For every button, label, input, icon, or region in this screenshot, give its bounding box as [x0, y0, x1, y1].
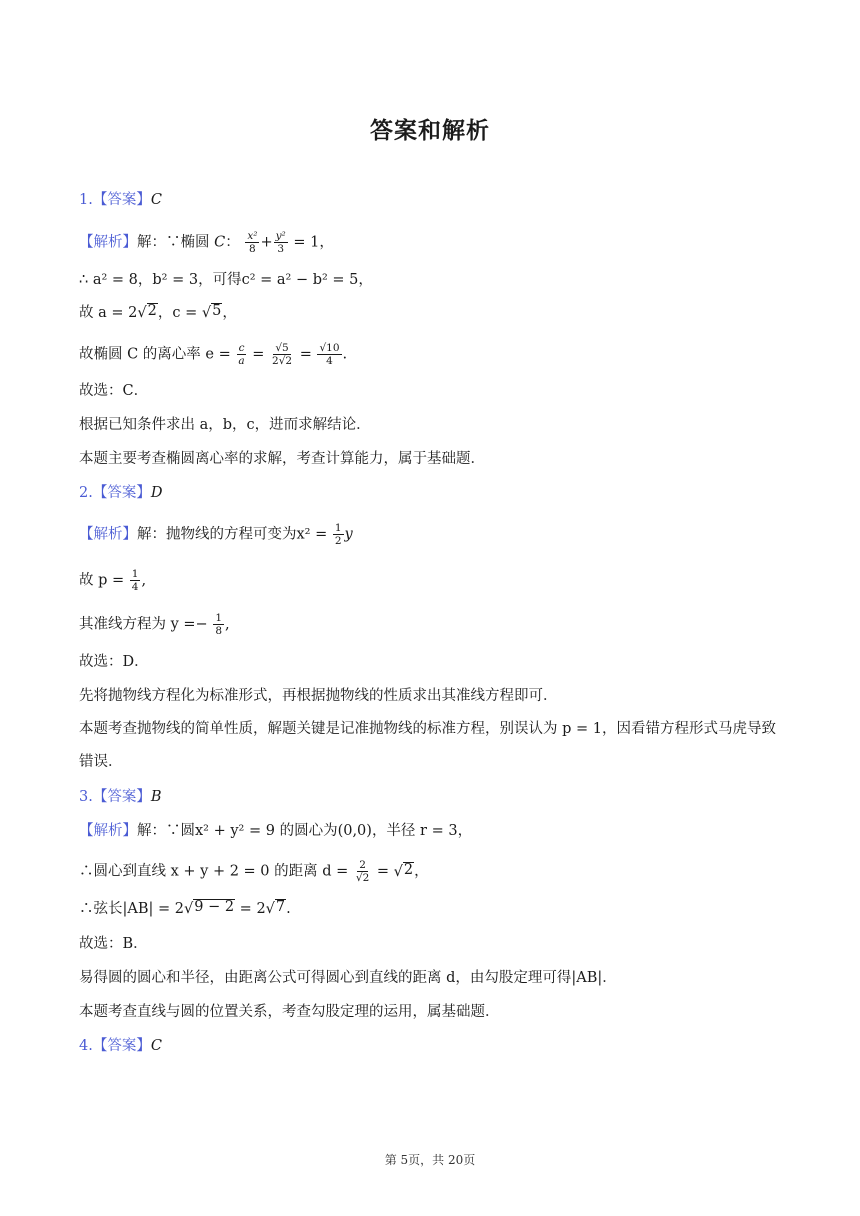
- q1-l4-f2-num: √5: [275, 342, 289, 354]
- q2-analysis-tag: 【解析】: [79, 526, 137, 543]
- q4-number: 4.: [79, 1038, 93, 1054]
- q4-answer-tag: 【答案】: [92, 1038, 151, 1054]
- q2-l3-suffix: ,: [225, 616, 230, 633]
- q2-analysis-line-6: 本题考查抛物线的简单性质，解题关键是记准抛物线的标准方程，别误认为 p = 1，因看错方程形式马虎导致错误．: [79, 721, 776, 770]
- q3-l1: 解：∵圆x² + y² = 9 的圆心为(0,0)，半径 r = 3，: [137, 823, 473, 839]
- q1-analysis-tag: 【解析】: [79, 234, 137, 251]
- q2-l2-f-num: 1: [131, 568, 139, 580]
- q1-l3-end: ，: [222, 305, 237, 321]
- q2-analysis-line-4: 故选：D．: [79, 654, 149, 670]
- q1-l3-sqrt-2: √ 5: [201, 303, 222, 321]
- q2-l1-f-den: 2: [334, 535, 342, 547]
- q2-l3-f-num: 1: [215, 612, 223, 624]
- q1-l1-frac1: [245, 230, 259, 255]
- q1-analysis-line-7: 本题主要考查椭圆离心率的求解，考查计算能力，属于基础题．: [79, 451, 485, 467]
- q1-l4-eq2: =: [299, 346, 312, 363]
- q3-number: 3.: [79, 789, 93, 805]
- q2-analysis-line-5: 先将抛物线方程化为标准形式，再根据抛物线的性质求出其准线方程即可．: [79, 688, 558, 704]
- q1-l4-f1-den: a: [238, 355, 245, 367]
- q1-l4-frac2: [270, 342, 294, 367]
- q2-answer-tag: 【答案】: [92, 485, 151, 501]
- q1-l4-f3-den: 4: [326, 355, 333, 367]
- q3-l3-mid: = 2: [235, 901, 266, 917]
- q3-analysis-tag: 【解析】: [79, 823, 137, 839]
- q3-l2-f-num: 2: [359, 859, 366, 871]
- q3-answer-tag: 【答案】: [92, 789, 151, 805]
- q2-l3-f-den: 8: [215, 625, 223, 637]
- q3-analysis-line-5: 易得圆的圆心和半径，由距离公式可得圆心到直线的距离 d，由勾股定理可得|AB|．: [79, 970, 617, 986]
- q3-l2-eq: =: [376, 863, 390, 880]
- q1-analysis-line-2: ∴ a² = 8，b² = 3，可得c² = a² − b² = 5，: [79, 272, 373, 288]
- q1-answer: C: [150, 192, 162, 208]
- q2-l1-prefix: 解：抛物线的方程可变为x² =: [137, 526, 328, 543]
- q1-analysis-line-4: [79, 342, 347, 367]
- q3-l3-rad1: 9 − 2: [194, 899, 235, 915]
- q2-l1-frac: [333, 522, 344, 547]
- q2-analysis-line-3: [79, 612, 230, 637]
- q1-l1-frac2-num: y²: [275, 230, 286, 242]
- q3-l2-rad: 2: [403, 861, 414, 878]
- q1-l3-mid: ，c =: [157, 305, 202, 321]
- q2-l1-f-num: 1: [334, 522, 342, 534]
- q3-l2-prefix: ∴圆心到直线 x + y + 2 = 0 的距离 d =: [79, 863, 349, 880]
- q3-l3-sqrt-1: √ 9 − 2: [184, 899, 235, 917]
- q3-analysis-line-3: [79, 899, 291, 919]
- q3-analysis-line-6: 本题考查直线与圆的位置关系，考查勾股定理的运用，属基础题．: [79, 1004, 500, 1020]
- q1-l3-rad1: 2: [147, 303, 157, 319]
- q1-l3-prefix: 故 a = 2: [79, 305, 138, 321]
- q1-answer-tag: 【答案】: [92, 192, 151, 208]
- q2-answer: D: [150, 485, 163, 501]
- q2-l2-frac: [130, 568, 141, 593]
- q1-l1-plus: +: [260, 234, 273, 251]
- page-title: 答案和解析: [370, 118, 490, 144]
- q4-answer-line: [79, 1036, 162, 1056]
- q3-analysis-line-4: 故选：B．: [79, 936, 148, 952]
- q2-number: 2.: [79, 485, 93, 501]
- q3-answer: B: [150, 789, 162, 805]
- q4-answer: C: [150, 1038, 162, 1054]
- q1-l1-frac2-den: 3: [277, 243, 285, 255]
- q1-analysis-line-5: 故选：C．: [79, 383, 149, 399]
- q1-l1-frac1-num: x²: [247, 230, 258, 242]
- q1-l4-frac3: [317, 342, 341, 367]
- q1-l1-frac1-den: 8: [249, 243, 256, 255]
- q2-analysis-line-2: [79, 568, 146, 593]
- q1-answer-line: [79, 190, 162, 210]
- q3-analysis-line-1: [79, 821, 472, 841]
- q3-l3-rad2: 7: [275, 899, 286, 915]
- q2-answer-line: [79, 483, 162, 503]
- q1-analysis-line-1: [79, 230, 334, 255]
- q1-l1-prefix: 解：∵椭圆: [137, 234, 210, 251]
- q2-l2-f-den: 4: [131, 581, 139, 593]
- q3-l3-sqrt-2: √ 7: [265, 899, 286, 917]
- q3-l2-end: ，: [414, 863, 429, 880]
- q3-l3-prefix: ∴弦长|AB| = 2: [79, 901, 184, 917]
- q1-number: 1.: [79, 192, 93, 208]
- q3-l3-end: .: [286, 901, 291, 917]
- q2-analysis-line-1: [79, 522, 353, 547]
- q2-l2-prefix: 故 p =: [79, 572, 125, 589]
- q1-l4-prefix: 故椭圆 C 的离心率 e =: [79, 346, 231, 363]
- q1-analysis-line-3: [79, 303, 237, 323]
- q1-l1-name: C: [214, 234, 226, 251]
- q2-l3-frac: [213, 612, 224, 637]
- q1-l3-sqrt-1: √ 2: [137, 303, 157, 321]
- q3-l2-frac: [354, 859, 371, 884]
- q1-l4-f3-num: √10: [319, 342, 340, 354]
- q1-l3-rad2: 5: [212, 303, 222, 319]
- q1-l1-colon: ：: [225, 234, 240, 251]
- q1-l4-f1-num: c: [238, 342, 245, 354]
- q2-l3-prefix: 其准线方程为 y =−: [79, 616, 208, 633]
- q1-analysis-line-6: 根据已知条件求出 a，b，c，进而求解结论．: [79, 417, 371, 433]
- q1-l1-frac2: [274, 230, 288, 255]
- q1-l4-end: .: [342, 346, 348, 363]
- q3-l2-f-den: √2: [355, 872, 370, 884]
- page-footer: 第 5页，共 20页: [384, 1153, 476, 1167]
- q1-l4-frac1: [236, 342, 246, 367]
- q3-analysis-line-2: [79, 859, 429, 884]
- q3-l2-sqrt: √ 2: [393, 861, 414, 880]
- q1-l4-eq1: =: [252, 346, 265, 363]
- q3-answer-line: [79, 787, 162, 807]
- q1-l1-suffix: = 1，: [293, 234, 334, 251]
- q1-l4-f2-den: 2√2: [272, 355, 293, 367]
- q2-l1-suffix: y: [344, 526, 353, 543]
- q2-l2-suffix: ,: [141, 572, 147, 589]
